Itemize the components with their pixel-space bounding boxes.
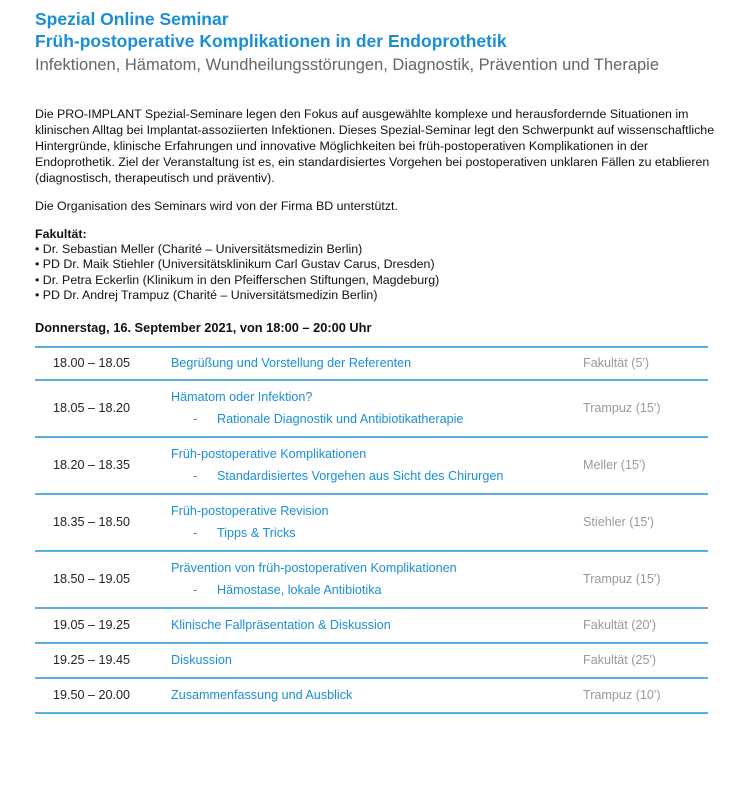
session-topic: Zusammenfassung und Ausblick [171,678,583,713]
faculty-member: • PD Dr. Maik Stiehler (Universitätsklinikum Carl Gustav Carus, Dresden) [35,257,435,272]
document-page [35,8,715,714]
session-time: 18.00 – 18.05 [35,347,171,380]
session-speaker: Fakultät (5') [583,347,708,380]
session-topic-cell [171,380,583,437]
session-subtopic-line [171,583,583,597]
session-speaker: Fakultät (25') [583,643,708,678]
faculty-member: • PD Dr. Andrej Trampuz (Charité – Universitätsmedizin Berlin) [35,288,378,303]
session-subtopic: Hämostase, lokale Antibiotika [217,583,382,598]
subtitle: Infektionen, Hämatom, Wundheilungsstörungen, Diagnostik, Prävention und Therapie [35,56,660,74]
faculty-member: • Dr. Sebastian Meller (Charité – Universitätsmedizin Berlin) [35,242,363,256]
session-topic: Klinische Fallpräsentation & Diskussion [171,608,583,643]
session-subtopic: Rationale Diagnostik und Antibiotikatherapie [217,412,464,427]
session-subtopic: Standardisiertes Vorgehen aus Sicht des Chirurgen [217,469,504,484]
session-topic-cell [171,494,583,551]
session-time: 18.35 – 18.50 [35,494,171,551]
table-row [35,551,708,608]
session-speaker: Meller (15') [583,437,708,494]
schedule-date: Donnerstag, 16. September 2021, von 18:00 – 20:00 Uhr [35,319,372,335]
session-time: 18.20 – 18.35 [35,437,171,494]
session-topic: Früh-postoperative Revision [171,504,329,519]
session-speaker: Trampuz (10') [583,678,708,713]
table-row [35,494,708,551]
table-row [35,608,708,643]
session-time: 19.50 – 20.00 [35,678,171,713]
session-speaker: Fakultät (20') [583,608,708,643]
session-subtopic-line [171,412,583,426]
session-speaker: Trampuz (15') [583,551,708,608]
session-time: 18.50 – 19.05 [35,551,171,608]
session-topic: Prävention von früh-postoperativen Komplikationen [171,561,457,576]
dash-marker: - [193,583,198,598]
table-row [35,347,708,380]
schedule-table [35,346,708,714]
session-topic: Diskussion [171,643,583,678]
faculty-member: • Dr. Petra Eckerlin (Klinikum in den Pfeifferschen Stiftungen, Magdeburg) [35,272,440,287]
dash-marker: - [193,469,198,484]
session-time: 19.05 – 19.25 [35,608,171,643]
faculty-title: Fakultät: [35,227,87,241]
session-speaker: Stiehler (15') [583,494,708,551]
session-topic: Hämatom oder Infektion? [171,390,313,405]
session-topic: Früh-postoperative Komplikationen [171,447,367,462]
session-speaker: Trampuz (15') [583,380,708,437]
session-topic: Begrüßung und Vorstellung der Referenten [171,347,583,380]
table-row [35,437,708,494]
session-time: 18.05 – 18.20 [35,380,171,437]
session-time: 19.25 – 19.45 [35,643,171,678]
title-line-1: Spezial Online Seminar [35,9,229,29]
session-subtopic: Tipps & Tricks [217,526,296,541]
table-row [35,643,708,678]
session-topic-cell [171,551,583,608]
table-row [35,678,708,713]
session-subtopic-line [171,469,583,483]
session-subtopic-line [171,526,583,540]
table-row [35,380,708,437]
title-line-2: Früh-postoperative Komplikationen in der Endoprothetik [35,31,507,51]
session-topic-cell [171,437,583,494]
dash-marker: - [193,526,198,541]
organisation-note: Die Organisation des Seminars wird von der Firma BD unterstützt. [35,199,398,213]
dash-marker: - [193,412,198,427]
intro-paragraph: Die PRO-IMPLANT Spezial-Seminare legen den Fokus auf ausgewählte komplexe und herausfordernde Situationen im klinischen Alltag bei Implantat-assoziierten Infektionen. Dieses Spezial-Seminar legt den Schwerpunkt auf wissenschaftliche Hintergründe, klinische Erfahrungen und innovative Möglichkeiten bei früh-postoperativen Komplikationen in der Endoprothetik. Ziel der Veranstaltung ist es, ein standardisiertes Vorgehen bei postoperativen unklaren Fällen zu etablieren (diagnostisch, therapeutisch und präventiv). [35,107,715,185]
